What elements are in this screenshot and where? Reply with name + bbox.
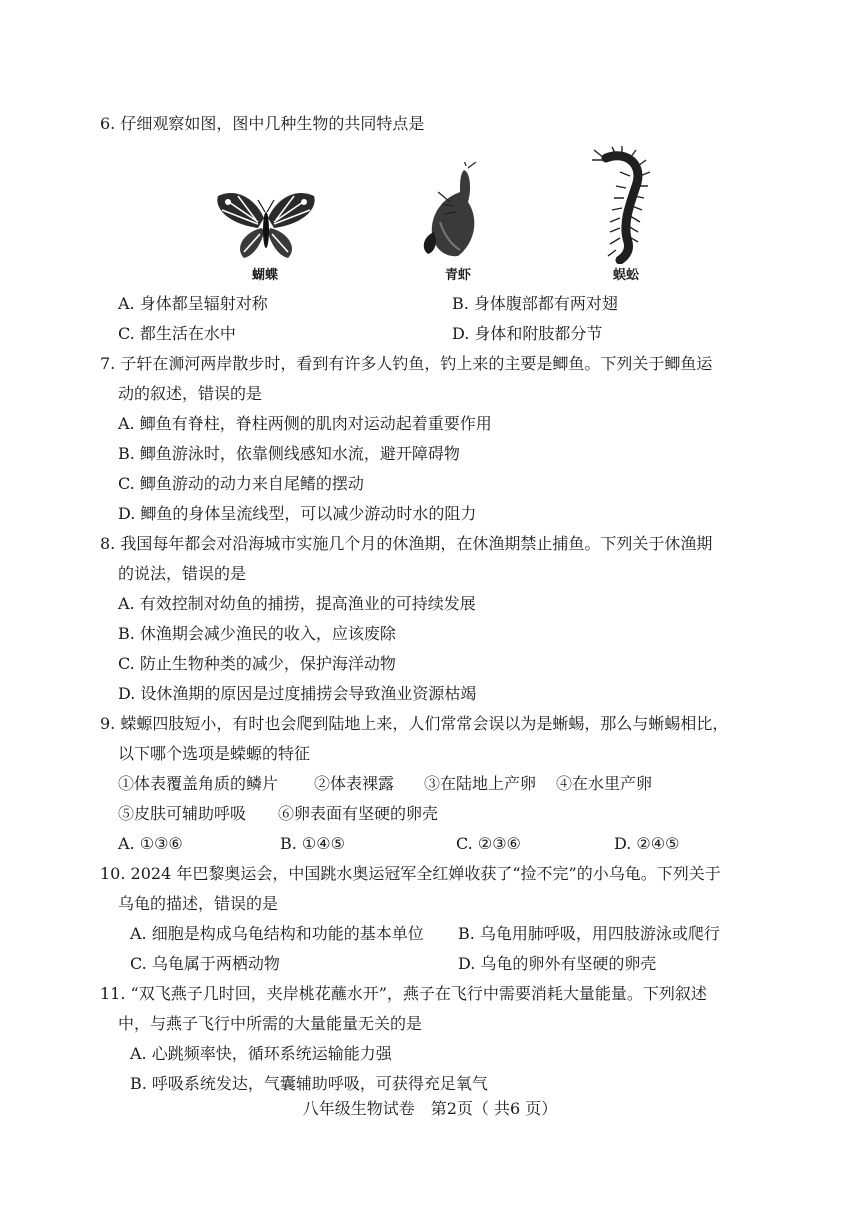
q8-option-a: A. 有效控制对幼鱼的捕捞，提高渔业的可持续发展 xyxy=(118,594,476,613)
butterfly-icon xyxy=(214,190,318,266)
centipede-caption: 蜈蚣 xyxy=(613,268,640,283)
q10-stem-line-2: 乌龟的描述，错误的是 xyxy=(118,894,279,913)
q9-feature-4: ④在水里产卵 xyxy=(556,774,653,793)
q11-option-a: A. 心跳频率快，循环系统运输能力强 xyxy=(130,1044,392,1063)
q9-option-d: D. ②④⑤ xyxy=(614,834,680,853)
q10-option-d: D. 乌龟的卵外有坚硬的卵壳 xyxy=(458,954,657,973)
shrimp-icon xyxy=(420,162,492,266)
q10-option-a: A. 细胞是构成乌龟结构和功能的基本单位 xyxy=(130,924,424,943)
q9-feature-3: ③在陆地上产卵 xyxy=(424,774,537,793)
q9-feature-5: ⑤皮肤可辅助呼吸 xyxy=(118,804,247,823)
q9-feature-1: ①体表覆盖角质的鳞片 xyxy=(118,774,279,793)
q6-stem: 6. 仔细观察如图，图中几种生物的共同特点是 xyxy=(100,114,425,133)
q10-stem-line-1: 10. 2024 年巴黎奥运会，中国跳水奥运冠军全红婵收获了“捡不完”的小乌龟。下列关于 xyxy=(100,864,721,883)
q11-stem-line-1: 11. “双飞燕子几时回，夹岸桃花蘸水开”，燕子在飞行中需要消耗大量能量。下列叙述 xyxy=(100,984,707,1003)
q7-option-b: B. 鲫鱼游泳时，依靠侧线感知水流，避开障碍物 xyxy=(118,444,460,463)
q7-stem-line-2: 动的叙述，错误的是 xyxy=(118,384,263,403)
page-footer: 八年级生物试卷 第2页（ 共6 页） xyxy=(302,1099,558,1118)
q8-option-c: C. 防止生物种类的减少，保护海洋动物 xyxy=(118,654,396,673)
q6-option-c: C. 都生活在水中 xyxy=(118,324,236,343)
q11-stem-line-2: 中，与燕子飞行中所需的大量能量无关的是 xyxy=(118,1014,423,1033)
q10-option-b: B. 乌龟用肺呼吸，用四肢游泳或爬行 xyxy=(458,924,720,943)
q11-option-b: B. 呼吸系统发达，气囊辅助呼吸，可获得充足氧气 xyxy=(130,1074,488,1093)
q6-option-b: B. 身体腹部都有两对翅 xyxy=(452,294,618,313)
q6-option-d: D. 身体和附肢都分节 xyxy=(452,324,603,343)
q9-option-a: A. ①③⑥ xyxy=(118,834,183,853)
q7-stem-line-1: 7. 子轩在浉河两岸散步时，看到有许多人钓鱼，钓上来的主要是鲫鱼。下列关于鲫鱼运 xyxy=(100,354,713,373)
q7-option-d: D. 鲫鱼的身体呈流线型，可以减少游动时水的阻力 xyxy=(118,504,477,523)
q7-option-a: A. 鲫鱼有脊柱，脊柱两侧的肌肉对运动起着重要作用 xyxy=(118,414,492,433)
q9-stem-line-1: 9. 蝾螈四肢短小，有时也会爬到陆地上来，人们常常会误以为是蜥蜴，那么与蜥蜴相比， xyxy=(100,714,729,733)
q6-option-a: A. 身体都呈辐射对称 xyxy=(118,294,268,313)
q7-option-c: C. 鲫鱼游动的动力来自尾鳍的摆动 xyxy=(118,474,364,493)
butterfly-caption: 蝴蝶 xyxy=(252,268,279,283)
q8-option-b: B. 休渔期会减少渔民的收入，应该废除 xyxy=(118,624,396,643)
q9-feature-2: ②体表裸露 xyxy=(314,774,395,793)
q8-stem-line-2: 的说法，错误的是 xyxy=(118,564,247,583)
centipede-icon xyxy=(586,146,676,268)
q9-feature-6: ⑥卵表面有坚硬的卵壳 xyxy=(278,804,439,823)
q9-stem-line-2: 以下哪个选项是蝾螈的特征 xyxy=(118,744,311,763)
q8-stem-line-1: 8. 我国每年都会对沿海城市实施几个月的休渔期，在休渔期禁止捕鱼。下列关于休渔期 xyxy=(100,534,713,553)
q9-option-c: C. ②③⑥ xyxy=(456,834,521,853)
q8-option-d: D. 设休渔期的原因是过度捕捞会导致渔业资源枯竭 xyxy=(118,684,477,703)
q9-option-b: B. ①④⑤ xyxy=(280,834,345,853)
shrimp-caption: 青虾 xyxy=(445,268,472,283)
q10-option-c: C. 乌龟属于两栖动物 xyxy=(130,954,280,973)
